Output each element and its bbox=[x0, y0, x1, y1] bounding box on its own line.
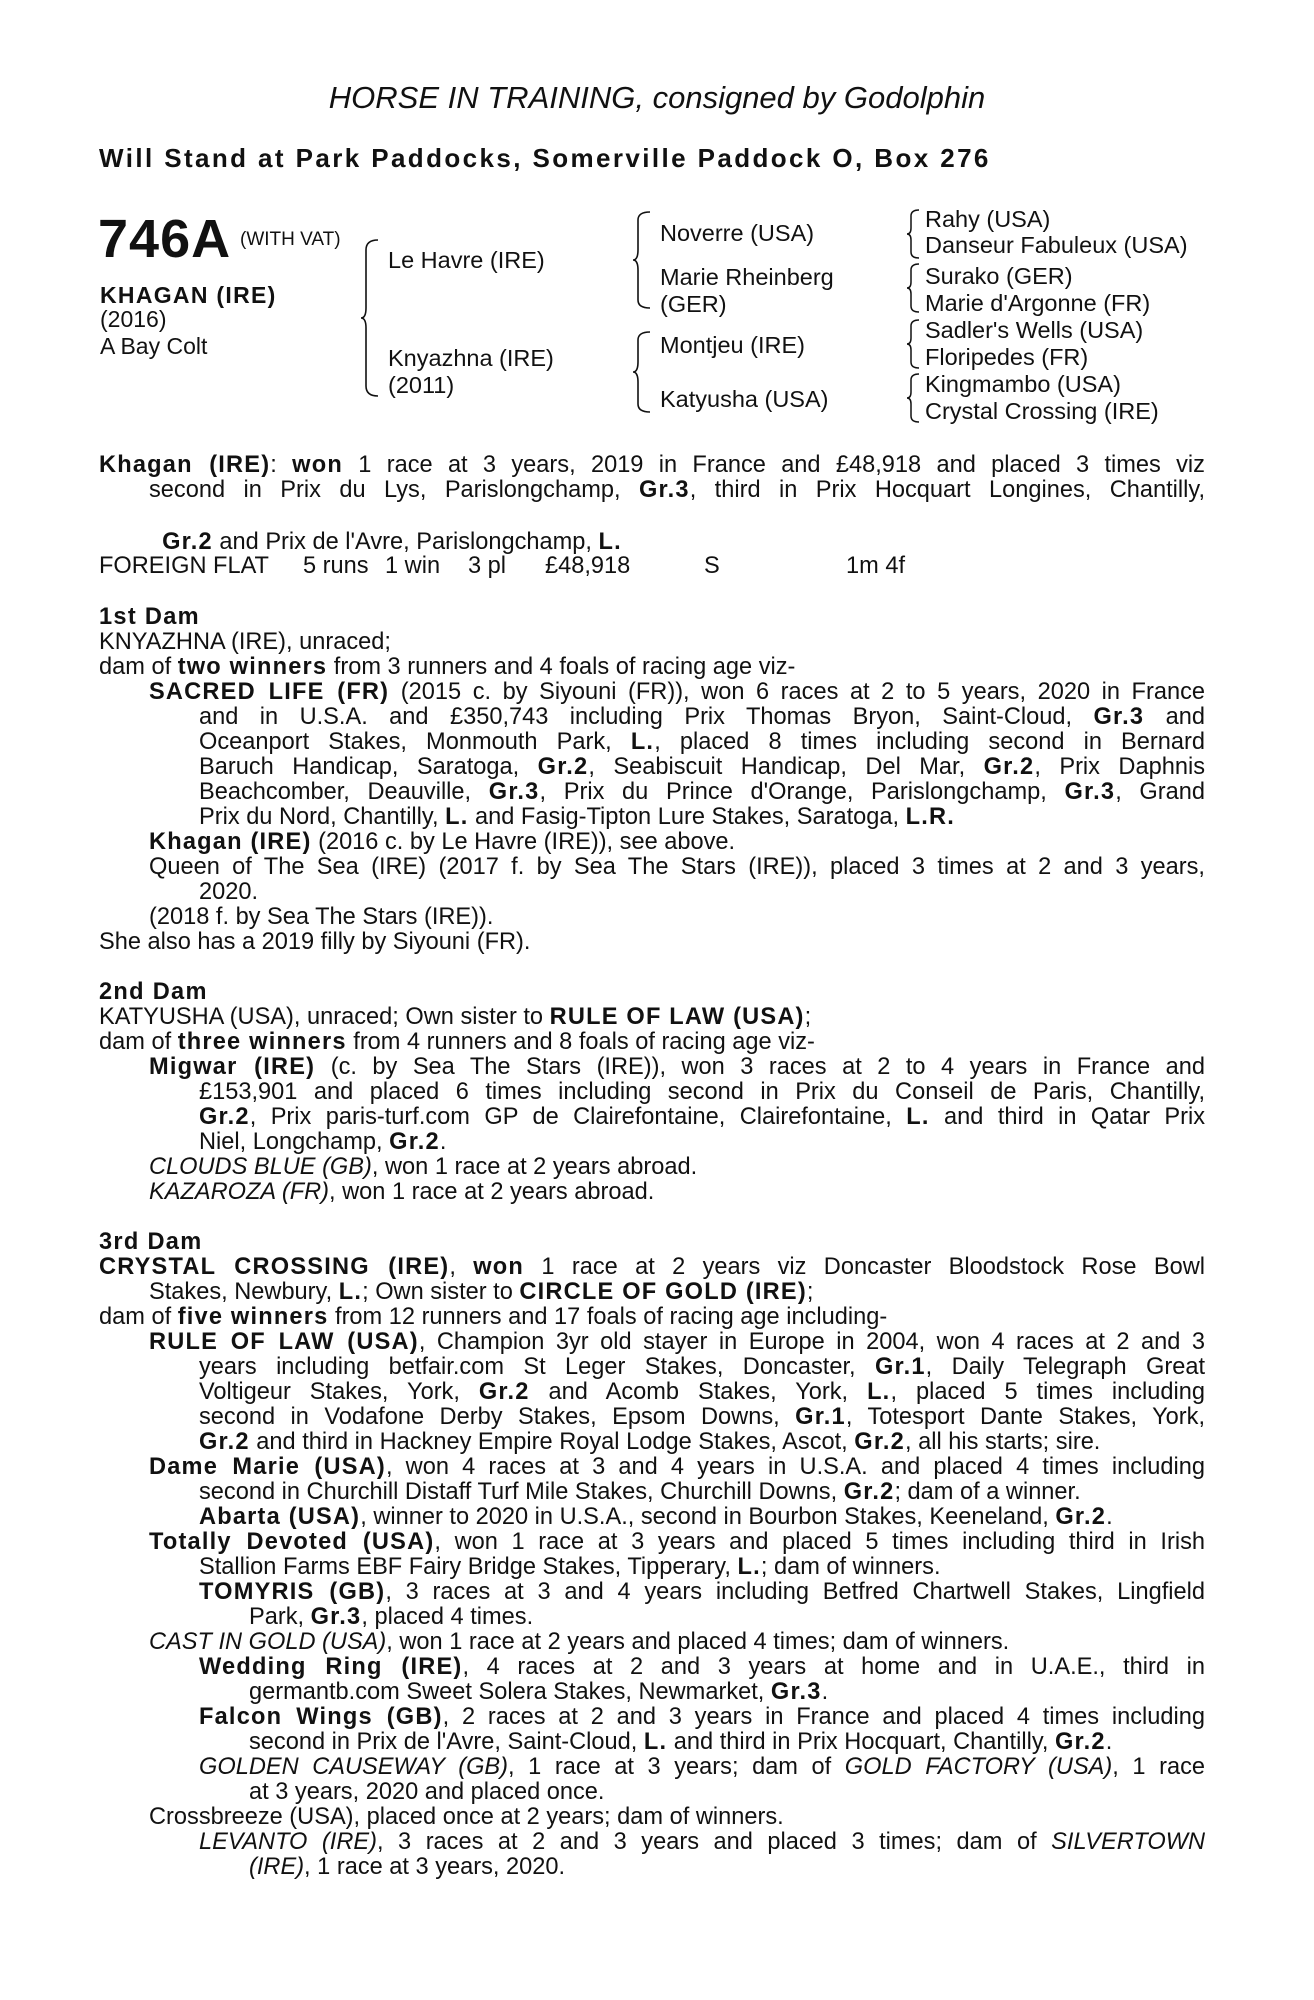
second-dam-heading: 2nd Dam bbox=[99, 979, 208, 1005]
third-dam-line: at 3 years, 2020 and placed once. bbox=[249, 1779, 605, 1805]
first-dam-line: and in U.S.A. and £350,743 including Prix Thomas Bryon, Saint-Cloud, Gr.3 and bbox=[199, 704, 1205, 730]
pedigree-dam-year: (2011) bbox=[388, 372, 455, 398]
second-dam-line: Niel, Longchamp, Gr.2. bbox=[199, 1129, 447, 1155]
pedigree-sire: Le Havre (IRE) bbox=[388, 247, 545, 273]
race-record-line-1: Khagan (IRE): won 1 race at 3 years, 2019 in France and £48,918 and placed 3 times viz bbox=[99, 452, 1205, 478]
pedigree-brace-6 bbox=[906, 318, 920, 370]
summary-going: S bbox=[704, 553, 720, 579]
third-dam-line: germantb.com Sweet Solera Stakes, Newmarket, Gr.3. bbox=[249, 1679, 829, 1705]
pedigree-brace-1 bbox=[360, 238, 380, 398]
pedigree-dsd: Floripedes (FR) bbox=[925, 344, 1089, 370]
pedigree-brace-5 bbox=[906, 262, 920, 314]
third-dam-line: Falcon Wings (GB), 2 races at 2 and 3 years in France and placed 4 times including bbox=[199, 1704, 1205, 1730]
first-dam-heading: 1st Dam bbox=[99, 604, 200, 630]
second-dam-line: Migwar (IRE) (c. by Sea The Stars (IRE)), won 3 races at 2 to 4 years in France and bbox=[149, 1054, 1205, 1080]
lot-number: 746A bbox=[98, 209, 232, 269]
summary-earnings: £48,918 bbox=[545, 553, 631, 579]
pedigree-dam-sire: Montjeu (IRE) bbox=[660, 332, 805, 358]
vat-note: (WITH VAT) bbox=[240, 229, 341, 250]
race-record-line-3: Gr.2 and Prix de l'Avre, Parislongchamp, L. bbox=[162, 529, 622, 555]
third-dam-line: Abarta (USA), winner to 2020 in U.S.A., second in Bourbon Stakes, Keeneland, Gr.2. bbox=[199, 1504, 1113, 1530]
third-dam-line: Voltigeur Stakes, York, Gr.2 and Acomb Stakes, York, L., placed 5 times including bbox=[199, 1379, 1205, 1405]
first-dam-line: SACRED LIFE (FR) (2015 c. by Siyouni (FR)), won 6 races at 2 to 5 years, 2020 in France bbox=[149, 679, 1205, 705]
second-dam-line: Gr.2, Prix paris-turf.com GP de Clairefontaine, Clairefontaine, L. and third in Qatar Prix bbox=[199, 1104, 1205, 1130]
first-dam-line: (2018 f. by Sea The Stars (IRE)). bbox=[149, 904, 494, 930]
pedigree-sds: Surako (GER) bbox=[925, 263, 1073, 289]
horse-year: (2016) bbox=[100, 306, 167, 332]
second-dam-line: KAZAROZA (FR), won 1 race at 2 years abroad. bbox=[149, 1179, 655, 1205]
third-dam-line: CAST IN GOLD (USA), won 1 race at 2 years and placed 4 times; dam of winners. bbox=[149, 1629, 1010, 1655]
summary-placed: 3 pl bbox=[468, 553, 507, 579]
third-dam-line: RULE OF LAW (USA), Champion 3yr old stayer in Europe in 2004, won 4 races at 2 and 3 bbox=[149, 1329, 1205, 1355]
pedigree-sire-sire: Noverre (USA) bbox=[660, 220, 815, 246]
pedigree-dss: Sadler's Wells (USA) bbox=[925, 317, 1144, 343]
third-dam-line: Gr.2 and third in Hackney Empire Royal Lodge Stakes, Ascot, Gr.2, all his starts; sire. bbox=[199, 1429, 1101, 1455]
first-dam-line: Prix du Nord, Chantilly, L. and Fasig-Tipton Lure Stakes, Saratoga, L.R. bbox=[199, 804, 955, 830]
third-dam-line: Crossbreeze (USA), placed once at 2 years; dam of winners. bbox=[149, 1804, 784, 1830]
first-dam-line: Oceanport Stakes, Monmouth Park, L., placed 8 times including second in Bernard bbox=[199, 729, 1205, 755]
first-dam-line: Queen of The Sea (IRE) (2017 f. by Sea The Stars (IRE)), placed 3 times at 2 and 3 years, bbox=[149, 854, 1205, 880]
horse-description: A Bay Colt bbox=[100, 333, 208, 359]
race-record-line-2: second in Prix du Lys, Parislongchamp, Gr.3, third in Prix Hocquart Longines, Chantilly, bbox=[149, 477, 1205, 503]
summary-label: FOREIGN FLAT bbox=[99, 553, 269, 579]
pedigree-brace-3 bbox=[632, 330, 652, 414]
pedigree-sdd: Marie d'Argonne (FR) bbox=[925, 290, 1151, 316]
summary-wins: 1 win bbox=[385, 553, 441, 579]
third-dam-line: Stallion Farms EBF Fairy Bridge Stakes, Tipperary, L.; dam of winners. bbox=[199, 1554, 941, 1580]
pedigree-dam: Knyazhna (IRE) bbox=[388, 345, 554, 371]
pedigree-ssd: Danseur Fabuleux (USA) bbox=[925, 232, 1188, 258]
pedigree-dds: Kingmambo (USA) bbox=[925, 371, 1121, 397]
first-dam-line: Baruch Handicap, Saratoga, Gr.2, Seabiscuit Handicap, Del Mar, Gr.2, Prix Daphnis bbox=[199, 754, 1205, 780]
third-dam-line: GOLDEN CAUSEWAY (GB), 1 race at 3 years; dam of GOLD FACTORY (USA), 1 race bbox=[199, 1754, 1205, 1780]
pedigree-brace-4 bbox=[906, 208, 920, 260]
first-dam-line: KNYAZHNA (IRE), unraced; bbox=[99, 629, 391, 655]
third-dam-line: (IRE), 1 race at 3 years, 2020. bbox=[249, 1854, 566, 1880]
summary-runs: 5 runs bbox=[303, 553, 369, 579]
third-dam-line: second in Prix de l'Avre, Saint-Cloud, L. and third in Prix Hocquart, Chantilly, Gr.2. bbox=[249, 1729, 1113, 1755]
third-dam-heading: 3rd Dam bbox=[99, 1229, 203, 1255]
pedigree-sss: Rahy (USA) bbox=[925, 206, 1051, 232]
third-dam-line: TOMYRIS (GB), 3 races at 3 and 4 years including Betfred Chartwell Stakes, Lingfield bbox=[199, 1579, 1206, 1605]
page-title: HORSE IN TRAINING, consigned by Godolphin bbox=[328, 80, 986, 115]
horse-name: KHAGAN (IRE) bbox=[100, 282, 277, 308]
second-dam-line: £153,901 and placed 6 times including second in Prix du Conseil de Paris, Chantilly, bbox=[199, 1079, 1205, 1105]
third-dam-line: Stakes, Newbury, L.; Own sister to CIRCLE OF GOLD (IRE); bbox=[149, 1279, 814, 1305]
first-dam-line: Beachcomber, Deauville, Gr.3, Prix du Prince d'Orange, Parislongchamp, Gr.3, Grand bbox=[199, 779, 1205, 805]
third-dam-line: second in Churchill Distaff Turf Mile Stakes, Churchill Downs, Gr.2; dam of a winner. bbox=[199, 1479, 1081, 1505]
second-dam-line: KATYUSHA (USA), unraced; Own sister to RULE OF LAW (USA); bbox=[99, 1004, 812, 1030]
third-dam-line: Wedding Ring (IRE), 4 races at 2 and 3 years at home and in U.A.E., third in bbox=[199, 1654, 1205, 1680]
third-dam-line: years including betfair.com St Leger Stakes, Doncaster, Gr.1, Daily Telegraph Great bbox=[199, 1354, 1205, 1380]
pedigree-brace-7 bbox=[906, 372, 920, 424]
third-dam-line: Park, Gr.3, placed 4 times. bbox=[249, 1604, 534, 1630]
pedigree-sire-dam-country: (GER) bbox=[660, 291, 727, 317]
pedigree-sire-dam: Marie Rheinberg bbox=[660, 264, 834, 290]
third-dam-line: CRYSTAL CROSSING (IRE), won 1 race at 2 years viz Doncaster Bloodstock Rose Bowl bbox=[99, 1254, 1205, 1280]
third-dam-line: LEVANTO (IRE), 3 races at 2 and 3 years and placed 3 times; dam of SILVERTOWN bbox=[199, 1829, 1205, 1855]
first-dam-line: 2020. bbox=[199, 879, 259, 905]
location-subtitle: Will Stand at Park Paddocks, Somerville Paddock O, Box 276 bbox=[99, 143, 991, 173]
summary-distance: 1m 4f bbox=[846, 553, 906, 579]
second-dam-line: dam of three winners from 4 runners and 8 foals of racing age viz- bbox=[99, 1029, 815, 1055]
third-dam-line: dam of five winners from 12 runners and 17 foals of racing age including- bbox=[99, 1304, 888, 1330]
summary-row bbox=[99, 553, 1199, 583]
pedigree-ddd: Crystal Crossing (IRE) bbox=[925, 398, 1159, 424]
pedigree-dam-dam: Katyusha (USA) bbox=[660, 386, 829, 412]
pedigree-brace-2 bbox=[632, 210, 652, 310]
third-dam-line: second in Vodafone Derby Stakes, Epsom Downs, Gr.1, Totesport Dante Stakes, York, bbox=[199, 1404, 1206, 1430]
first-dam-line: dam of two winners from 3 runners and 4 foals of racing age viz- bbox=[99, 654, 796, 680]
third-dam-line: Totally Devoted (USA), won 1 race at 3 years and placed 5 times including third in Irish bbox=[149, 1529, 1205, 1555]
first-dam-line: Khagan (IRE) (2016 c. by Le Havre (IRE)), see above. bbox=[149, 829, 736, 855]
second-dam-line: CLOUDS BLUE (GB), won 1 race at 2 years abroad. bbox=[149, 1154, 698, 1180]
first-dam-line: She also has a 2019 filly by Siyouni (FR). bbox=[99, 929, 531, 955]
third-dam-line: Dame Marie (USA), won 4 races at 3 and 4 years in U.S.A. and placed 4 times including bbox=[149, 1454, 1206, 1480]
